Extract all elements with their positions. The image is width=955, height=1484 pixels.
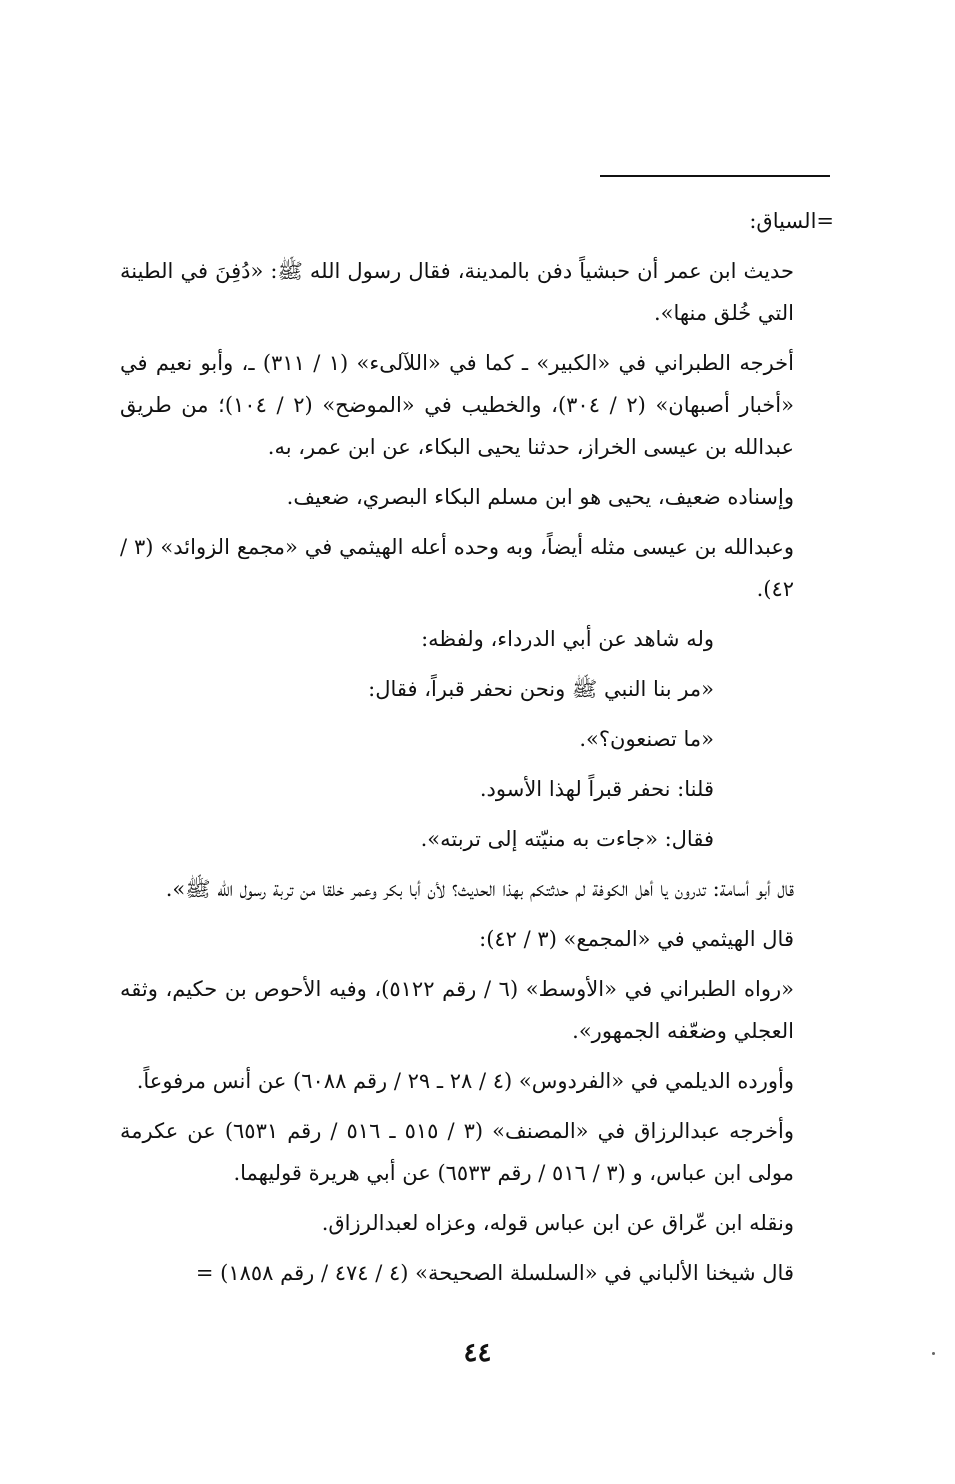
paragraph-hadith: حديث ابن عمر أن حبشياً دفن بالمدينة، فقال رسول الله ﷺ: «دُفِنَ في الطينة التي خُلق منها». <box>120 259 794 325</box>
paragraph-takhrij: أخرجه الطبراني في «الكبير» ـ كما في «اللآلىء» (١ / ٣١١) ـ، وأبو نعيم في «أخبار أصبهان» (٢ / ٣٠٤)، والخطيب في «الموضح» (٢ / ١٠٤)؛ من طريق عبدالله بن عيسى الخراز، حدثنا يحيى البكاء، عن ابن عمر، به. <box>120 351 794 459</box>
paragraph-albani: قال شيخنا الألباني في «السلسلة الصحيحة» (٤ / ٤٧٤ / رقم ١٨٥٨) = <box>195 1261 794 1285</box>
paragraph-quote-3: قلنا: نحفر قبراً لهذا الأسود. <box>479 777 714 801</box>
paragraph-daylami: وأورده الديلمي في «الفردوس» (٤ / ٢٨ ـ ٢٩ / رقم ٦٠٨٨) عن أنس مرفوعاً. <box>136 1069 794 1093</box>
paragraph-abdullah: وعبدالله بن عيسى مثله أيضاً، وبه وحده أعله الهيثمي في «مجمع الزوائد» (٣ / ٤٢). <box>120 535 794 601</box>
paragraph-isnad: وإسناده ضعيف، يحيى هو ابن مسلم البكاء البصري، ضعيف. <box>286 485 794 509</box>
paragraph-quote-2: «ما تصنعون؟». <box>579 727 714 751</box>
footnote-separator <box>600 175 830 177</box>
paragraph-ibn-arraq: ونقله ابن عّراق عن ابن عباس قوله، وعزاه لعبدالرزاق. <box>321 1211 794 1235</box>
paragraph-abu-usama: قال أبو أسامة: تدرون يا أهل الكوفة لم حدثتكم بهذا الحديث؟ لأن أبا بكر وعمر خلقا من تربة رسول الله ﷺ». <box>165 877 794 901</box>
page-number: ٤٤ <box>463 1338 492 1368</box>
paragraph-haythami: قال الهيثمي في «المجمع» (٣ / ٤٢): <box>479 927 794 951</box>
paragraph-quote-1: «مر بنا النبي ﷺ ونحن نحفر قبراً، فقال: <box>368 677 714 701</box>
paragraph-context-label: =السياق: <box>749 209 834 233</box>
paragraph-shahid: وله شاهد عن أبي الدرداء، ولفظه: <box>421 627 714 651</box>
paragraph-tabarani-awsat: «رواه الطبراني في «الأوسط» (٦ / رقم ٥١٢٢)، وفيه الأحوص بن حكيم، وثقه العجلي وضعّفه الجمهور». <box>120 977 794 1043</box>
scan-speck <box>932 1352 935 1355</box>
paragraph-quote-4: فقال: «جاءت به منيّته إلى تربته». <box>420 827 714 851</box>
footnote-text <box>120 200 834 1302</box>
paragraph-abdurrazzaq: وأخرجه عبدالرزاق في «المصنف» (٣ / ٥١٥ ـ ٥١٦ / رقم ٦٥٣١) عن عكرمة مولى ابن عباس، و (٣ / ٥١٦ / رقم ٦٥٣٣) عن أبي هريرة قوليهما. <box>120 1119 794 1185</box>
